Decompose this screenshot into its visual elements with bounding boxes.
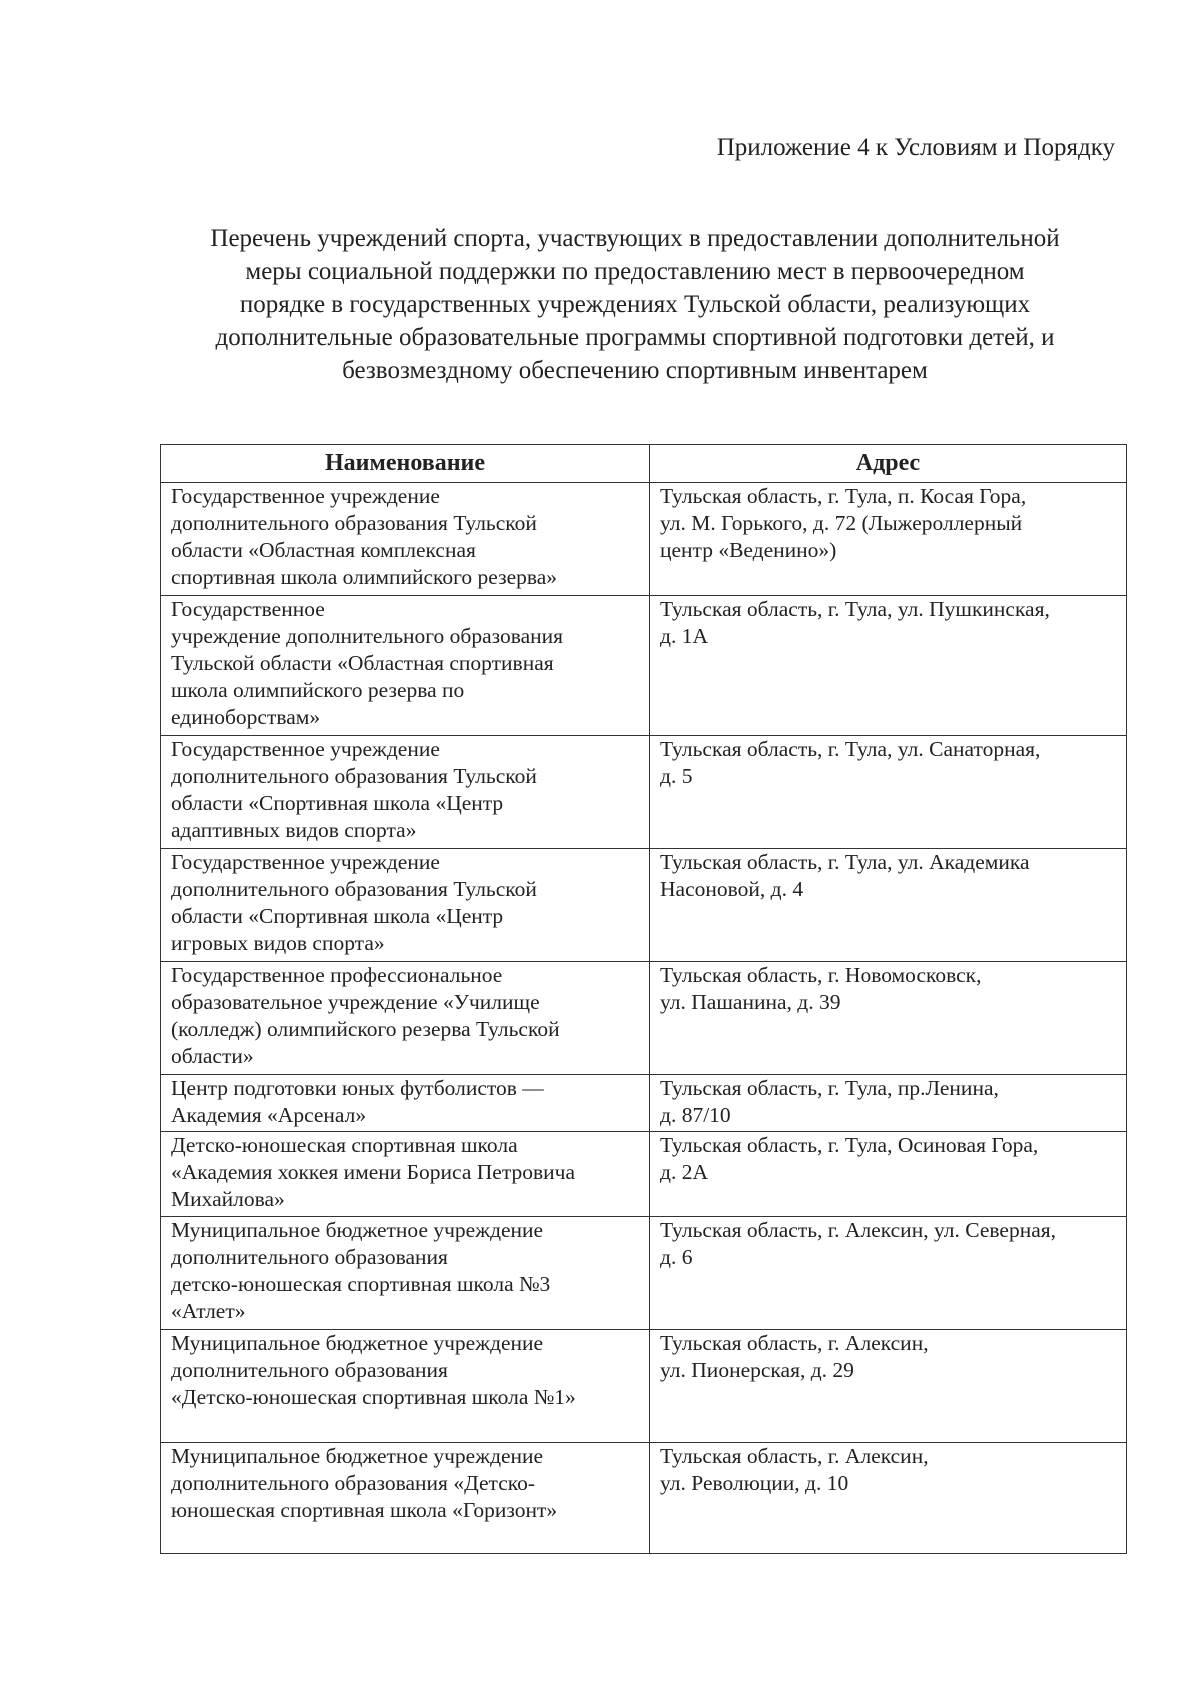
cell-line: Центр подготовки юных футболистов — [171,1076,544,1100]
institution-name [161,483,650,596]
institution-address [650,596,1127,736]
cell-line: единоборствам» [171,705,321,729]
institution-address [650,1443,1127,1554]
cell-line: Муниципальное бюджетное учреждение [171,1331,544,1355]
cell-line: Государственное учреждение [171,737,440,761]
cell-line: дополнительного образования Тульской [171,511,537,535]
cell-line: «Атлет» [171,1299,246,1323]
cell-line: области «Областная комплексная [171,538,476,562]
cell-line: образовательное учреждение «Училище [171,990,540,1014]
cell-line: д. 1А [660,624,708,648]
title-line: порядке в государственных учреждениях Тульской области, реализующих [239,291,1031,318]
institution-address [650,1330,1127,1443]
table-row [161,736,1127,849]
institution-name [161,1217,650,1330]
institution-name [161,1443,650,1554]
cell-line: ул. М. Горького, д. 72 (Лыжероллерный [660,511,1023,535]
cell-line: Тульской области «Областная спортивная [171,651,554,675]
cell-line: дополнительного образования «Детско- [171,1471,536,1495]
institution-name [161,596,650,736]
cell-line: дополнительного образования [171,1245,448,1269]
cell-line: ул. Пионерская, д. 29 [660,1358,854,1382]
cell-line: ул. Революции, д. 10 [660,1471,849,1495]
institution-name [161,1132,650,1217]
institution-address [650,736,1127,849]
table-row [161,1330,1127,1443]
cell-line: (колледж) олимпийского резерва Тульской [171,1017,560,1041]
document-title [140,222,1130,387]
institution-address [650,1217,1127,1330]
cell-line: Муниципальное бюджетное учреждение [171,1444,544,1468]
cell-line: «Академия хоккея имени Бориса Петровича [171,1160,575,1184]
cell-line: центр «Веденино») [660,538,837,562]
cell-line: Академия «Арсенал» [171,1103,367,1127]
cell-line: Михайлова» [171,1187,285,1211]
table-row [161,962,1127,1075]
cell-line: Государственное учреждение [171,850,440,874]
cell-line: Тульская область, г. Тула, пр.Ленина, [660,1076,999,1100]
cell-line: Детско-юношеская спортивная школа [171,1133,518,1157]
table-row [161,483,1127,596]
institutions-table [160,444,1127,1554]
table-row [161,1217,1127,1330]
table-row [161,849,1127,962]
cell-line: д. 5 [660,764,693,788]
cell-line: Государственное учреждение [171,484,440,508]
table-row [161,1132,1127,1217]
table-row [161,1443,1127,1554]
cell-line: «Детско-юношеская спортивная школа №1» [171,1385,576,1409]
cell-line: учреждение дополнительного образования [171,624,564,648]
cell-line: Государственное [171,597,325,621]
cell-line: Тульская область, г. Новомосковск, [660,963,982,987]
cell-line: Тульская область, г. Тула, Осиновая Гора, [660,1133,1039,1157]
institution-address [650,1075,1127,1132]
header-name: Наименование [161,445,650,483]
cell-line: Насоновой, д. 4 [660,877,804,901]
institution-name [161,1075,650,1132]
cell-line: Тульская область, г. Тула, п. Косая Гора, [660,484,1027,508]
table-row [161,1075,1127,1132]
title-line: Перечень учреждений спорта, участвующих в предоставлении дополнительной [210,225,1060,252]
institution-name [161,1330,650,1443]
cell-line: дополнительного образования [171,1358,448,1382]
table-header-row [161,445,1127,483]
institution-address [650,849,1127,962]
institution-name [161,962,650,1075]
cell-line: Государственное профессиональное [171,963,503,987]
cell-line: игровых видов спорта» [171,931,385,955]
cell-line: Тульская область, г. Тула, ул. Санаторная, [660,737,1041,761]
cell-line: д. 6 [660,1245,693,1269]
cell-line: дополнительного образования Тульской [171,877,537,901]
cell-line: школа олимпийского резерва по [171,678,465,702]
table-row [161,596,1127,736]
cell-line: области «Спортивная школа «Центр [171,791,504,815]
institution-address [650,962,1127,1075]
title-line: безвозмездному обеспечению спортивным инвентарем [342,357,928,384]
cell-line: Тульская область, г. Алексин, ул. Северная, [660,1218,1057,1242]
title-line: дополнительные образовательные программы спортивной подготовки детей, и [215,324,1055,351]
cell-line: области» [171,1044,254,1068]
appendix-label: Приложение 4 к Условиям и Порядку [716,134,1115,161]
cell-line: адаптивных видов спорта» [171,818,417,842]
cell-line: дополнительного образования Тульской [171,764,537,788]
cell-line: д. 2А [660,1160,708,1184]
institution-address [650,483,1127,596]
cell-line: д. 87/10 [660,1103,731,1127]
cell-line: Муниципальное бюджетное учреждение [171,1218,544,1242]
cell-line: спортивная школа олимпийского резерва» [171,565,558,589]
cell-line: ул. Пашанина, д. 39 [660,990,841,1014]
cell-line: Тульская область, г. Тула, ул. Академика [660,850,1030,874]
header-address: Адрес [650,445,1127,483]
institution-name [161,736,650,849]
cell-line: детско-юношеская спортивная школа №3 [171,1272,551,1296]
institution-address [650,1132,1127,1217]
cell-line: юношеская спортивная школа «Горизонт» [171,1498,558,1522]
cell-line: области «Спортивная школа «Центр [171,904,504,928]
cell-line: Тульская область, г. Алексин, [660,1331,929,1355]
institution-name [161,849,650,962]
cell-line: Тульская область, г. Алексин, [660,1444,929,1468]
title-line: меры социальной поддержки по предоставлению мест в первоочередном [245,258,1025,285]
cell-line: Тульская область, г. Тула, ул. Пушкинская, [660,597,1050,621]
